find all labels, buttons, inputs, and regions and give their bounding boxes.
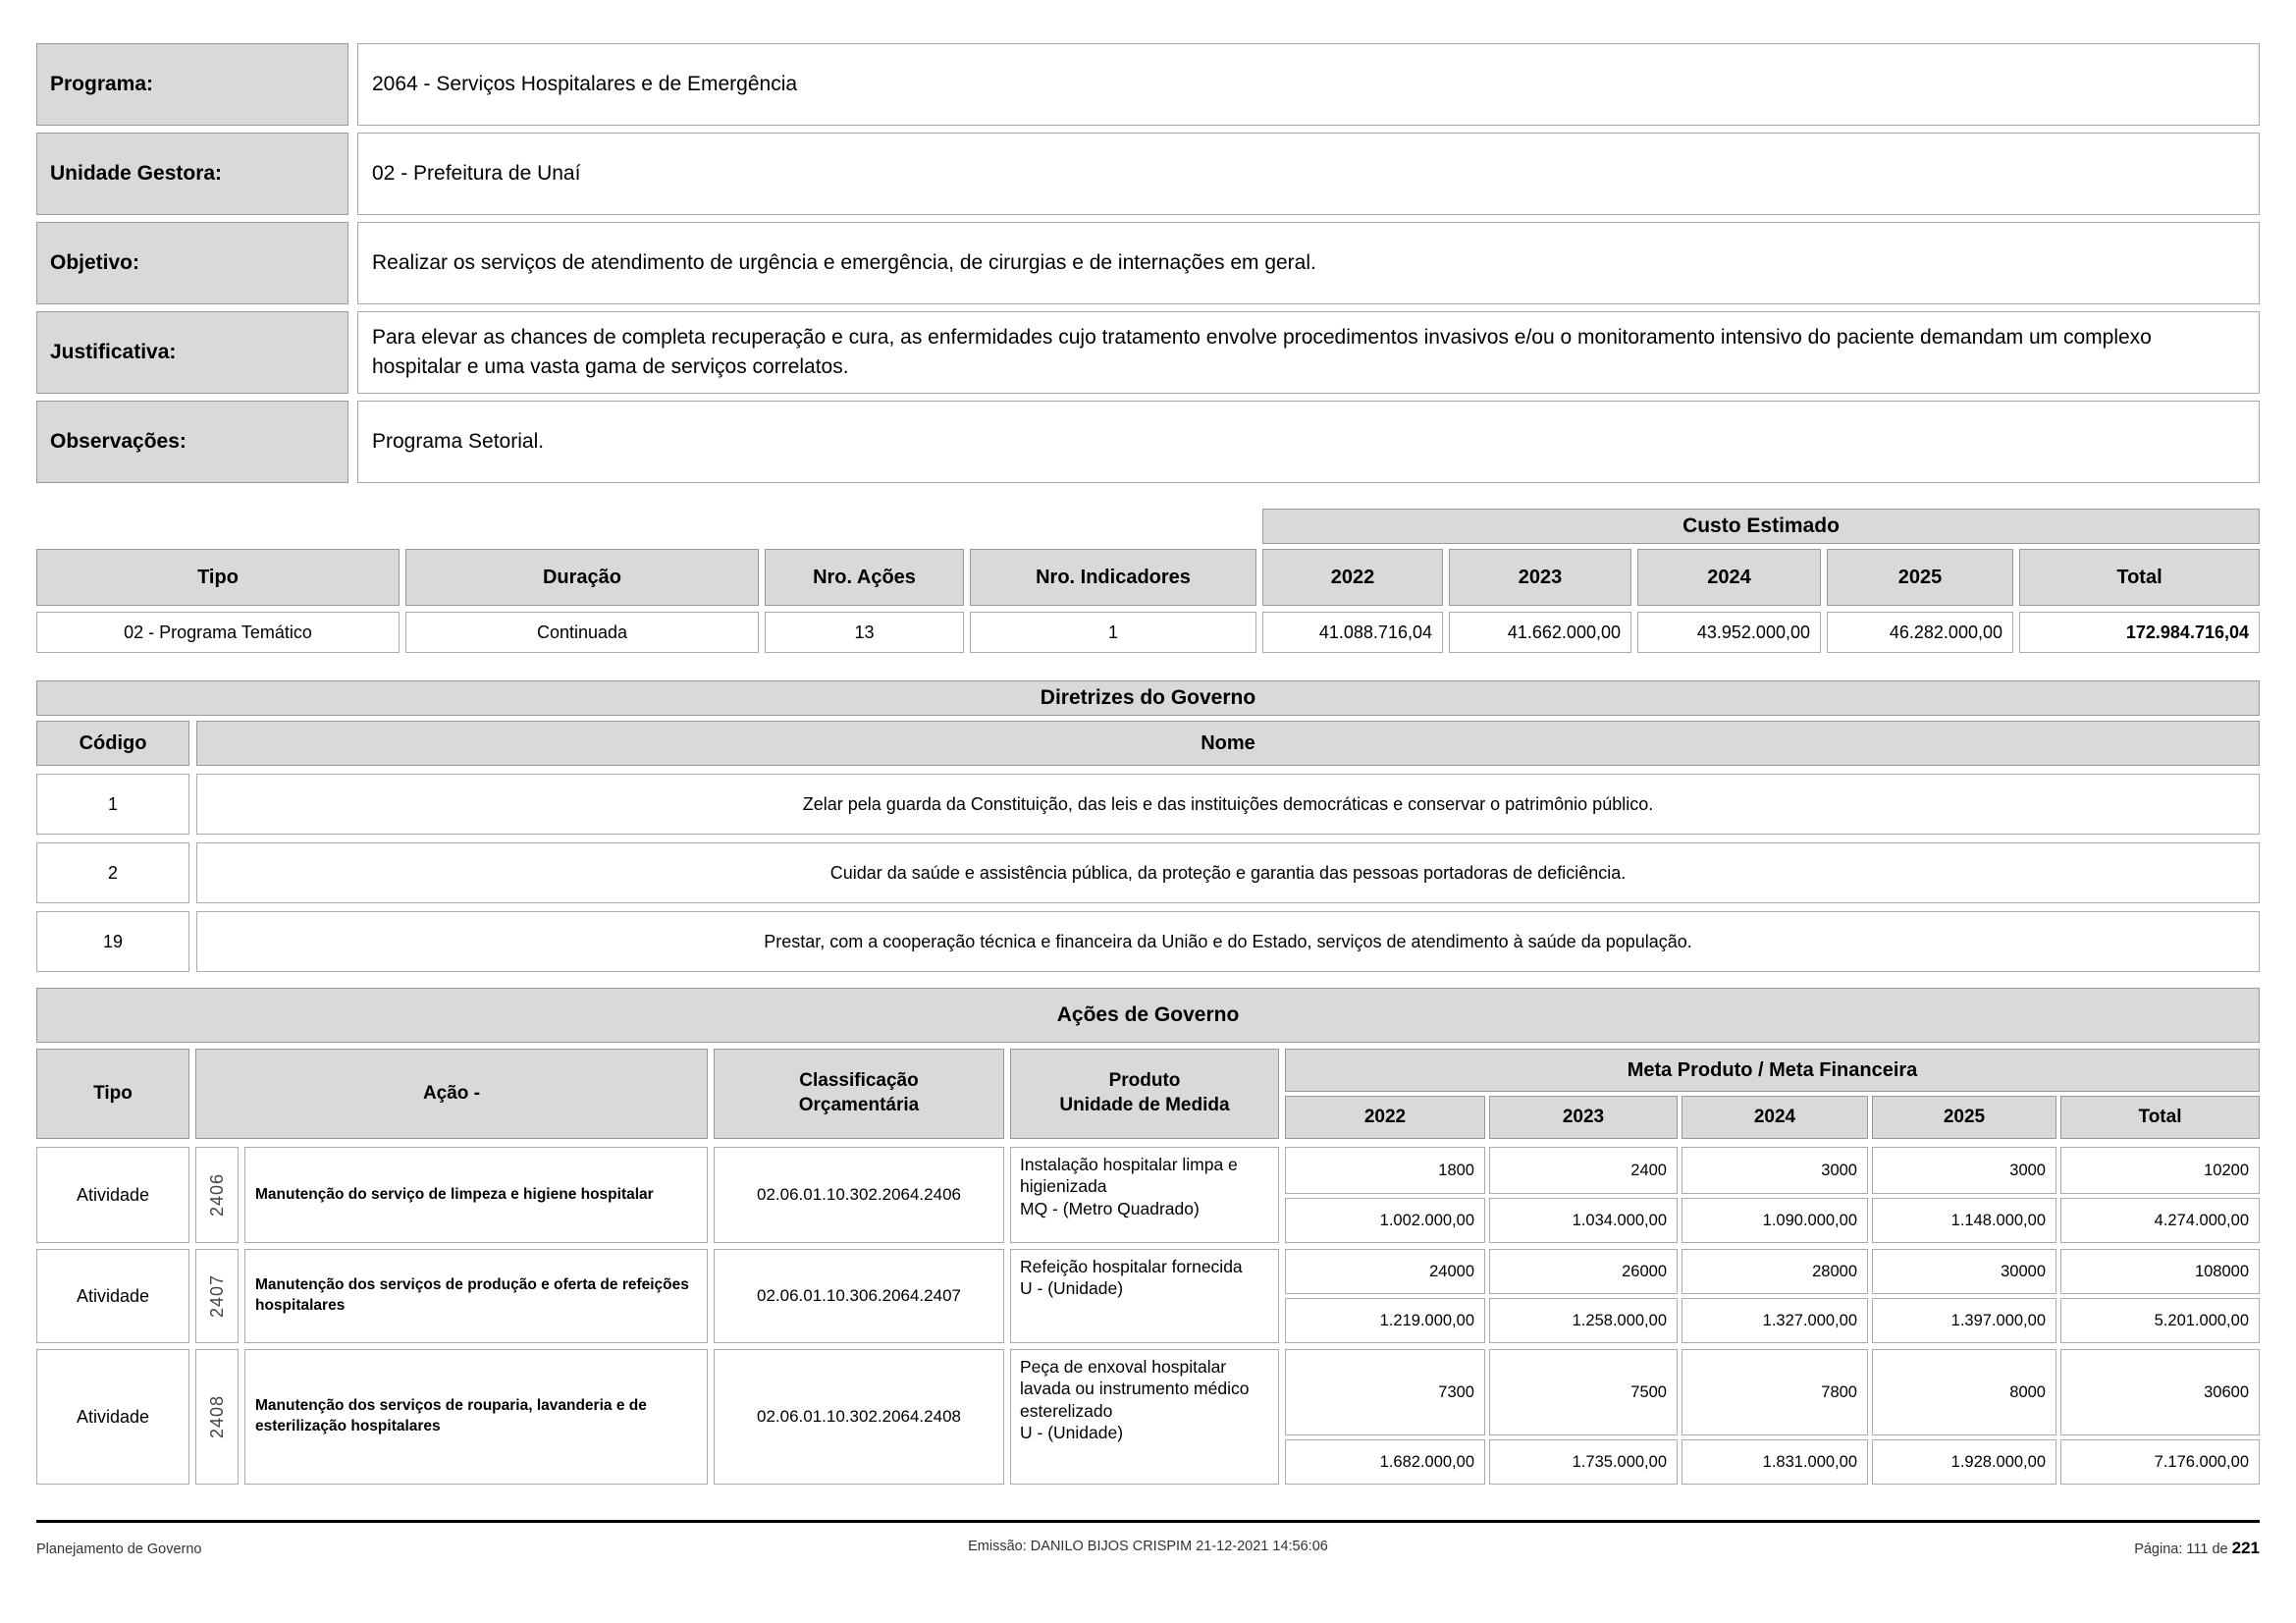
diretriz-nome: Cuidar da saúde e assistência pública, da proteção e garantia das pessoas portadoras de deficiência. [196, 842, 2260, 903]
program-label: Programa: [36, 43, 348, 126]
meta-financeira-2025: 1.148.000,00 [1872, 1198, 2056, 1243]
cell-2024: 43.952.000,00 [1637, 612, 1821, 653]
cell-total: 172.984.716,04 [2019, 612, 2260, 653]
col-produto-line1: Produto [1108, 1070, 1181, 1092]
acao-row-2408 [36, 1349, 2260, 1485]
meta-produto-2025: 8000 [1872, 1349, 2056, 1435]
acao-codigo [195, 1249, 239, 1343]
acao-tipo: Atividade [36, 1249, 189, 1343]
acao-produto [1010, 1249, 1279, 1343]
meta-financeira-2025: 1.397.000,00 [1872, 1298, 2056, 1343]
cell-2023: 41.662.000,00 [1449, 612, 1631, 653]
col-acao: Ação - [195, 1049, 708, 1139]
meta-produto-2022: 7300 [1285, 1349, 1485, 1435]
meta-produto-2023: 26000 [1489, 1249, 1678, 1294]
col-2025: 2025 [1827, 549, 2013, 606]
col-2022: 2022 [1262, 549, 1443, 606]
meta-financeira-total: 4.274.000,00 [2060, 1198, 2260, 1243]
cell-nro-acoes: 13 [765, 612, 964, 653]
unidade-gestora-label: Unidade Gestora: [36, 133, 348, 215]
acao-codigo-text: 2406 [206, 1172, 227, 1217]
meta-produto-2022: 24000 [1285, 1249, 1485, 1294]
acoes-table [36, 988, 2260, 1485]
footer-emission: Emissão: DANILO BIJOS CRISPIM 21-12-2021 14:56:06 [968, 1539, 1328, 1554]
justificativa-value: Para elevar as chances de completa recuperação e cura, as enfermidades cujo tratamento envolve procedimentos invasivos e/ou o monitoramento intensivo do paciente demandam um complexo hospitalar e uma vasta gama de serviços correlatos. [357, 311, 2260, 394]
col-2024: 2024 [1682, 1096, 1868, 1139]
col-nome: Nome [196, 721, 2260, 766]
program-row [36, 43, 2260, 126]
col-codigo: Código [36, 721, 189, 766]
diretriz-nome: Zelar pela guarda da Constituição, das leis e das instituições democráticas e conservar o patrimônio público. [196, 774, 2260, 835]
diretriz-codigo: 19 [36, 911, 189, 972]
meta-financeira-2024: 1.327.000,00 [1682, 1298, 1868, 1343]
acao-codigo-text: 2407 [206, 1273, 227, 1319]
custo-estimado-bar-spacer [36, 509, 1262, 544]
col-produto-line2: Unidade de Medida [1059, 1095, 1230, 1115]
page-footer-inner [36, 1539, 2260, 1558]
acao-meta-group [1285, 1147, 2260, 1243]
acao-row-2407 [36, 1249, 2260, 1343]
custo-estimado-table [36, 509, 2260, 653]
acao-classificacao: 02.06.01.10.306.2064.2407 [714, 1249, 1004, 1343]
col-produto [1010, 1049, 1279, 1139]
col-nro-acoes: Nro. Ações [765, 549, 964, 606]
acao-produto-text: Refeição hospitalar fornecida [1020, 1257, 1243, 1276]
acao-descricao: Manutenção do serviço de limpeza e higiene hospitalar [244, 1147, 708, 1243]
meta-produto-total: 30600 [2060, 1349, 2260, 1435]
col-duracao: Duração [405, 549, 759, 606]
meta-financeira-2025: 1.928.000,00 [1872, 1439, 2056, 1485]
acao-classificacao: 02.06.01.10.302.2064.2406 [714, 1147, 1004, 1243]
acao-produto [1010, 1349, 1279, 1485]
meta-produto-row [1285, 1249, 2260, 1294]
acao-classificacao: 02.06.01.10.302.2064.2408 [714, 1349, 1004, 1485]
page-footer [36, 1520, 2260, 1558]
meta-financeira-2022: 1.219.000,00 [1285, 1298, 1485, 1343]
objetivo-value: Realizar os serviços de atendimento de urgência e emergência, de cirurgias e de internações em geral. [357, 222, 2260, 304]
meta-produto-2025: 30000 [1872, 1249, 2056, 1294]
diretriz-row [36, 774, 2260, 835]
observacoes-label: Observações: [36, 401, 348, 483]
objetivo-label: Objetivo: [36, 222, 348, 304]
meta-financeira-total: 7.176.000,00 [2060, 1439, 2260, 1485]
diretrizes-rows [36, 774, 2260, 972]
col-tipo: Tipo [36, 549, 400, 606]
col-tipo: Tipo [36, 1049, 189, 1139]
col-total: Total [2019, 549, 2260, 606]
meta-produto-2024: 3000 [1682, 1147, 1868, 1194]
col-2023: 2023 [1449, 549, 1631, 606]
diretriz-row [36, 842, 2260, 903]
meta-financeira-2022: 1.682.000,00 [1285, 1439, 1485, 1485]
col-total: Total [2060, 1096, 2260, 1139]
col-2023: 2023 [1489, 1096, 1678, 1139]
report-content [36, 43, 2260, 1485]
observacoes-row [36, 401, 2260, 483]
meta-financeira-row [1285, 1439, 2260, 1485]
meta-financeira-2024: 1.090.000,00 [1682, 1198, 1868, 1243]
meta-financeira-2022: 1.002.000,00 [1285, 1198, 1485, 1243]
custo-estimado-bar-row [36, 509, 2260, 544]
unidade-gestora-value: 02 - Prefeitura de Unaí [357, 133, 2260, 215]
meta-financeira-total: 5.201.000,00 [2060, 1298, 2260, 1343]
meta-produto-2024: 7800 [1682, 1349, 1868, 1435]
meta-produto-total: 108000 [2060, 1249, 2260, 1294]
meta-produto-row [1285, 1349, 2260, 1435]
cell-2022: 41.088.716,04 [1262, 612, 1443, 653]
acao-meta-group [1285, 1249, 2260, 1343]
justificativa-row [36, 311, 2260, 394]
meta-header-group [1285, 1049, 2260, 1139]
col-2024: 2024 [1637, 549, 1821, 606]
justificativa-label: Justificativa: [36, 311, 348, 394]
footer-page-prefix: Página: 111 de [2134, 1542, 2228, 1557]
acao-produto-text: Instalação hospitalar limpa e higienizada [1020, 1155, 1238, 1197]
objetivo-row [36, 222, 2260, 304]
col-classificacao [714, 1049, 1004, 1139]
acao-produto-text: Peça de enxoval hospitalar lavada ou instrumento médico esterelizado [1020, 1357, 1250, 1421]
acao-meta-group [1285, 1349, 2260, 1485]
acao-descricao: Manutenção dos serviços de rouparia, lavanderia e de esterilização hospitalares [244, 1349, 708, 1485]
acao-codigo-text: 2408 [206, 1394, 227, 1439]
cell-duracao: Continuada [405, 612, 759, 653]
custo-estimado-title: Custo Estimado [1262, 509, 2260, 544]
acao-descricao: Manutenção dos serviços de produção e oferta de refeições hospitalares [244, 1249, 708, 1343]
meta-financeira-2024: 1.831.000,00 [1682, 1439, 1868, 1485]
meta-financeira-2023: 1.735.000,00 [1489, 1439, 1678, 1485]
acao-row-2406 [36, 1147, 2260, 1243]
acao-unidade-medida: U - (Unidade) [1020, 1423, 1124, 1443]
program-header-table [36, 43, 2260, 483]
acao-codigo [195, 1349, 239, 1485]
footer-page-total: 221 [2231, 1539, 2260, 1557]
cell-2025: 46.282.000,00 [1827, 612, 2013, 653]
meta-financeira-row [1285, 1198, 2260, 1243]
footer-report-name: Planejamento de Governo [36, 1542, 202, 1557]
acao-codigo [195, 1147, 239, 1243]
custo-estimado-data-row [36, 612, 2260, 653]
diretriz-row [36, 911, 2260, 972]
acoes-header-row [36, 1049, 2260, 1139]
meta-produto-total: 10200 [2060, 1147, 2260, 1194]
diretriz-codigo: 1 [36, 774, 189, 835]
custo-estimado-header-row [36, 549, 2260, 606]
meta-financeira-2023: 1.034.000,00 [1489, 1198, 1678, 1243]
meta-produto-2023: 7500 [1489, 1349, 1678, 1435]
diretrizes-title: Diretrizes do Governo [36, 680, 2260, 716]
diretrizes-header-row [36, 721, 2260, 766]
unidade-gestora-row [36, 133, 2260, 215]
meta-produto-2022: 1800 [1285, 1147, 1485, 1194]
col-classificacao-line1: Classificação [799, 1070, 919, 1092]
acoes-rows [36, 1147, 2260, 1485]
col-classificacao-line2: Orçamentária [798, 1095, 920, 1115]
meta-financeira-2023: 1.258.000,00 [1489, 1298, 1678, 1343]
acao-unidade-medida: U - (Unidade) [1020, 1278, 1124, 1299]
cell-tipo: 02 - Programa Temático [36, 612, 400, 653]
meta-produto-2023: 2400 [1489, 1147, 1678, 1194]
diretriz-nome: Prestar, com a cooperação técnica e financeira da União e do Estado, serviços de atendimento à saúde da população. [196, 911, 2260, 972]
acao-unidade-medida: MQ - (Metro Quadrado) [1020, 1198, 1200, 1218]
diretrizes-table [36, 680, 2260, 972]
program-value: 2064 - Serviços Hospitalares e de Emergência [357, 43, 2260, 126]
col-nro-indicadores: Nro. Indicadores [970, 549, 1256, 606]
acao-tipo: Atividade [36, 1349, 189, 1485]
meta-produto-2024: 28000 [1682, 1249, 1868, 1294]
meta-header-title: Meta Produto / Meta Financeira [1285, 1049, 2260, 1092]
meta-financeira-row [1285, 1298, 2260, 1343]
col-2022: 2022 [1285, 1096, 1485, 1139]
cell-nro-indicadores: 1 [970, 612, 1256, 653]
meta-years-row [1285, 1096, 2260, 1139]
acoes-title: Ações de Governo [36, 988, 2260, 1043]
col-2025: 2025 [1872, 1096, 2056, 1139]
acao-produto [1010, 1147, 1279, 1243]
acao-tipo: Atividade [36, 1147, 189, 1243]
meta-produto-row [1285, 1147, 2260, 1194]
observacoes-value: Programa Setorial. [357, 401, 2260, 483]
diretriz-codigo: 2 [36, 842, 189, 903]
meta-produto-2025: 3000 [1872, 1147, 2056, 1194]
